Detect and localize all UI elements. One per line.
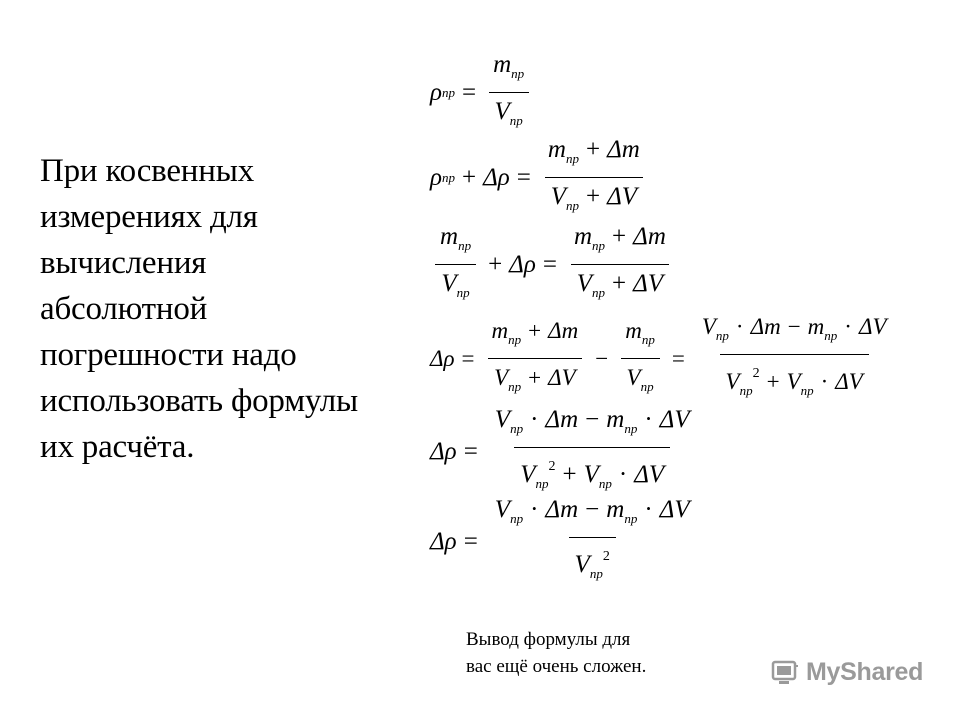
note-line: вас ещё очень сложен. [466,656,647,677]
fraction: $\frac{m_{пр} + \Delta m}{V_{пр} + \Delta V}$ [568,222,672,308]
text-line: вычисления [40,245,207,281]
formula-6: Δρ = $\frac{V_{пр} \cdot \Delta m - m_{пр} \cdot \Delta V}{V_{пр}^2}$ [430,495,700,589]
note-line: Вывод формулы для [466,629,631,650]
fraction: $\frac{V_{пр} \cdot \Delta m - m_{пр} \cdot \Delta V}{V_{пр}^2}$ [489,495,696,589]
fraction: $\frac{V_{пр} \cdot \Delta m - m_{пр} \cdot \Delta V}{V_{пр}^2 + V_{пр} \cdot \Delta V}$ [489,405,696,499]
formula-2: ρ пр + Δρ = $\frac{m_{пр} + \Delta m}{V_{пр} + \Delta V}$ [430,135,650,221]
fraction: $\frac{m_{пр}}{V_{пр}}$ [487,50,530,136]
fraction: $\frac{m_{пр}}{V_{пр}}$ [619,316,661,402]
myshared-logo [770,657,923,687]
fraction: $\frac{V_{пр} \cdot \Delta m - m_{пр} \cdot \Delta V}{V_{пр}^2 + V_{пр} \cdot \Delta V}$ [696,312,893,406]
note-text [466,626,646,680]
text-line: абсолютной [40,291,208,327]
text-line: использовать формулы [40,383,359,419]
myshared-logo-icon [770,657,800,687]
text-line: измерениях для [40,199,258,235]
formula-4: Δρ = $\frac{m_{пр} + \Delta m}{V_{пр} + \Delta V}$ − $\frac{m_{пр}}{V_{пр}}$ = $\frac{V_{пр} \cdot \Delta m - m_{пр} \cdot \Delta V}{V_{пр}^2 + V_{пр} \cdot \Delta V}$ [430,312,897,406]
brand-name: MyShared [806,657,924,686]
text-line: погрешности надо [40,337,297,373]
text-line: их расчёта. [40,429,195,465]
text-line: При косвенных [40,153,254,189]
fraction: $\frac{m_{пр} + \Delta m}{V_{пр} + \Delta V}$ [486,316,585,402]
formula-3: $\frac{m_{пр}}{V_{пр}}$ + Δρ = $\frac{m_{пр} + \Delta m}{V_{пр} + \Delta V}$ [430,222,676,308]
formula-5: Δρ = $\frac{V_{пр} \cdot \Delta m - m_{пр} \cdot \Delta V}{V_{пр}^2 + V_{пр} \cdot \Delta V}$ [430,405,700,499]
fraction: $\frac{m_{пр} + \Delta m}{V_{пр} + \Delta V}$ [542,135,646,221]
main-text [40,148,410,470]
formula-1: ρ пр = $\frac{m_{пр}}{V_{пр}}$ [430,50,534,136]
fraction: $\frac{m_{пр}}{V_{пр}}$ [434,222,477,308]
